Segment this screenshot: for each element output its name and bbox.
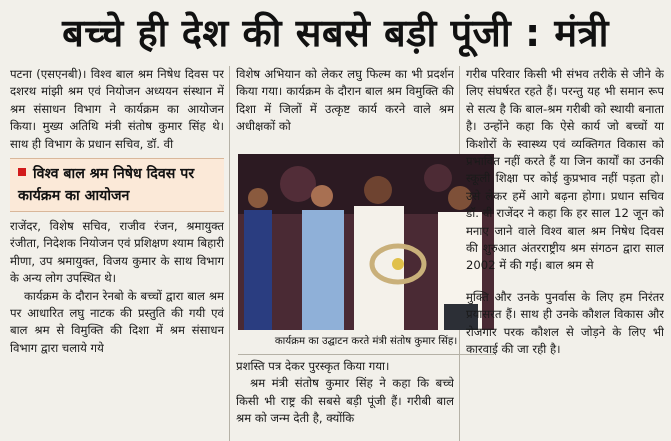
subheading-box (10, 158, 224, 212)
article-column-2-top (236, 66, 454, 152)
article-column-2-bottom (236, 358, 454, 441)
article-paragraph: कार्यक्रम के दौरान रेनबो के बच्चों द्वारा बाल श्रम पर आधारित लघु नाटक की प्रस्तुति की गयी एवं बाल श्रम से विमुक्ति की दिशा में श्रम संसाधन विभाग द्वारा चलाये गये (10, 288, 224, 355)
photo-caption: कार्यक्रम का उद्घाटन करते मंत्री संतोष कुमार सिंह। (238, 330, 494, 355)
article-paragraph: पटना (एसएनबी)। विश्व बाल श्रम निषेध दिवस पर दशरथ मांझी श्रम एवं नियोजन अध्ययन संस्थान में श्रम संसाधन विभाग ने कार्यक्रम का आयोजन किया। मुख्य अतिथि मंत्री संतोष कुमार सिंह थे। साथ ही विभाग के प्रधान सचिव, डॉ. वी (10, 67, 224, 151)
headline: बच्चे ही देश की सबसे बड़ी पूंजी : मंत्री (62, 11, 609, 55)
column-rule (229, 66, 230, 441)
article-paragraph: गरीब परिवार किसी भी संभव तरीके से जीने के लिए संघर्षरत रहते हैं। परन्तु यह भी समान रूप से सत्य है कि बाल-श्रम गरीबी को स्थायी बनाता है। उन्होंने कहा कि ऐसे कार्य जो बच्चों या किशोरों के स्वास्थ्य एवं व्यक्तिगत विकास को प्रभावित नहीं करते हैं या जिन कार्यों का उनकी स्कूली शिक्षा पर कोई कुप्रभाव नहीं पड़ता हो। उसे लेकर हमें आगे बढ़ना होगा। प्रधान सचिव डॉ. वी राजेंदर ने कहा कि हर साल 12 जून को मनाए जाने वाले विश्व बाल श्रम निषेध दिवस की शुरुआत अंतरराष्ट्रीय श्रम संगठन द्वारा साल 2002 में की गई। बाल श्रम से (466, 67, 664, 273)
article-paragraph: विशेष अभियान को लेकर लघु फिल्म का भी प्रदर्शन किया गया। कार्यक्रम के दौरान बाल श्रम विमुक्ति की दिशा में जिलों में उत्कृष्ट कार्य करने वाले श्रम अधीक्षकों को (236, 67, 454, 134)
red-square-bullet-icon (18, 168, 26, 176)
subheading-text: विश्व बाल श्रम निषेध दिवस पर कार्यक्रम का आयोजन (18, 166, 195, 205)
event-photo (238, 154, 494, 330)
event-photo-illustration (238, 154, 494, 330)
article-paragraph: श्रम मंत्री संतोष कुमार सिंह ने कहा कि बच्चे किसी भी राष्ट्र की सबसे बड़ी पूंजी हैं। गरीबी बाल श्रम को जन्म देती है, क्योंकि (236, 376, 454, 426)
article-paragraph: राजेंदर, विशेष सचिव, राजीव रंजन, श्रमायुक्त रंजीता, निदेशक नियोजन एवं प्रशिक्षण श्याम बिहारी मीणा, उप श्रमायुक्त, विजय कुमार के साथ विभाग के अन्य लोग उपस्थित थे। (10, 219, 224, 286)
article-paragraph: मुक्ति और उनके पुनर्वास के लिए हम निरंतर प्रयासरत हैं। साथ ही उनके कौशल विकास और रोजगार परक कौशल से जोड़ने के लिए भी कारवाई की जा रही है। (466, 289, 664, 357)
article-column-1 (10, 66, 224, 441)
article-paragraph: प्रशस्ति पत्र देकर पुरस्कृत किया गया। (236, 359, 390, 373)
article-column-3 (466, 66, 664, 441)
